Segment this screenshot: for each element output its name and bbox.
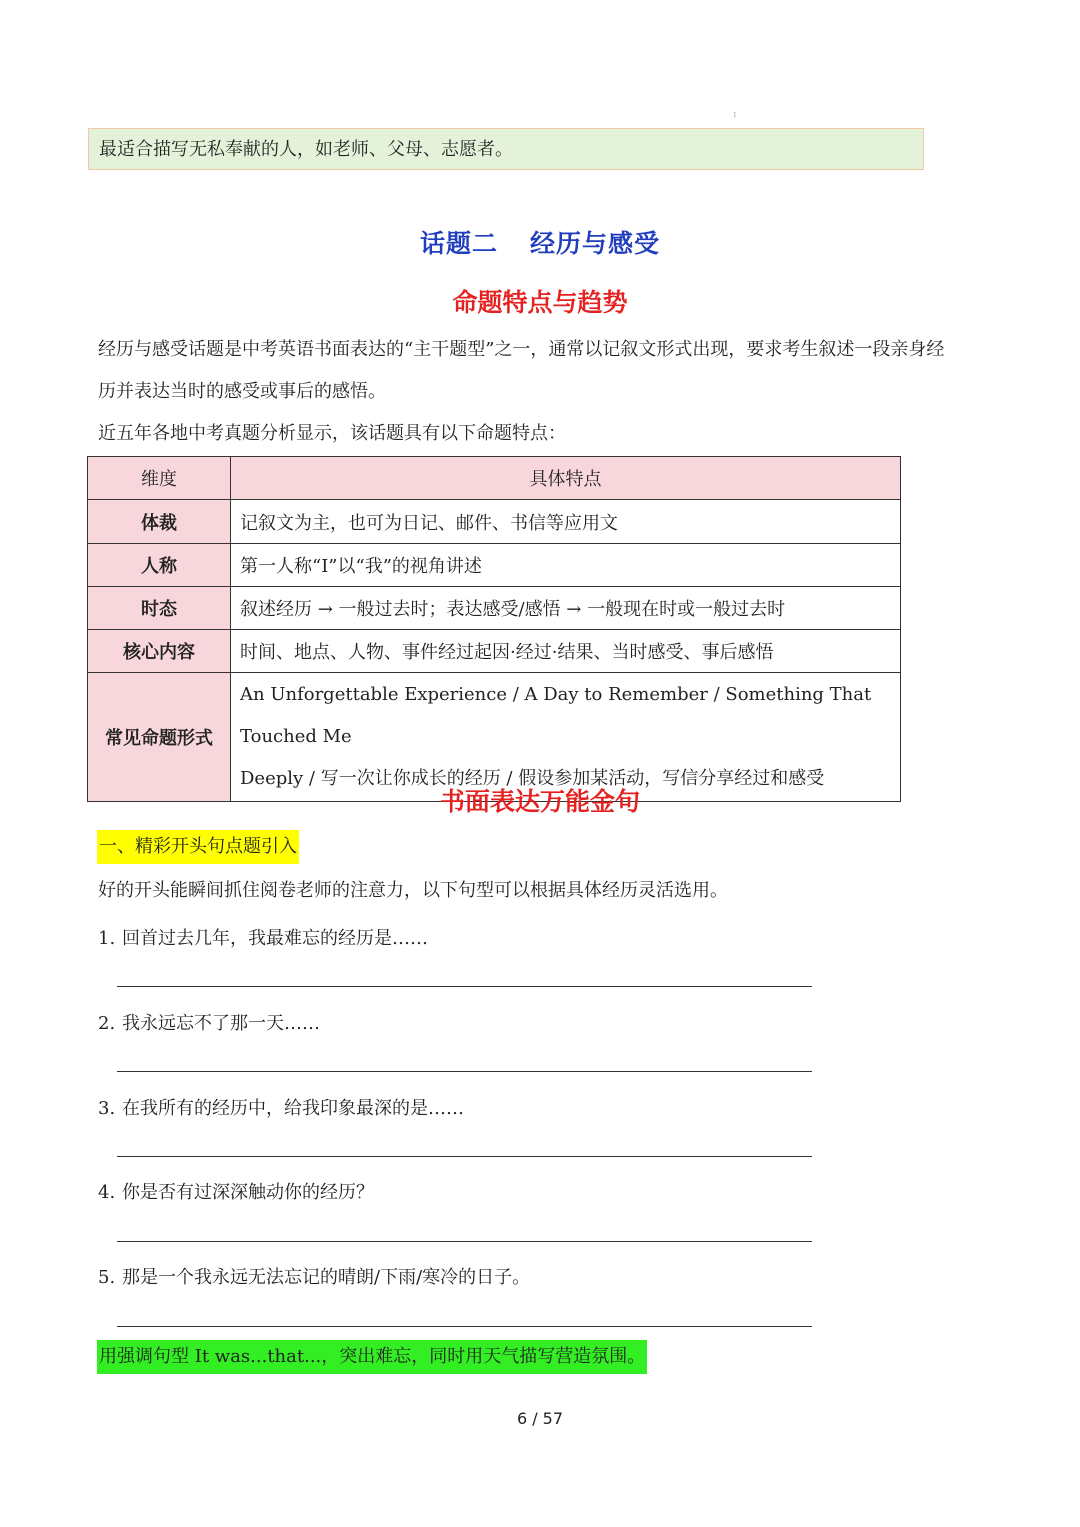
table-row	[88, 544, 901, 587]
answer-blank-line[interactable]	[117, 1326, 812, 1327]
item-number: 1.	[98, 928, 116, 949]
item-text: 回首过去几年，我最难忘的经历是……	[122, 928, 428, 949]
row-value-line-1: An Unforgettable Experience / A Day to Remember / Something That Touched Me	[240, 684, 872, 747]
intro-line-1: 经历与感受话题是中考英语书面表达的“主干题型”之一，通常以记叙文形式出现，要求考生叙述一段亲身经	[98, 339, 945, 360]
row-value: 第一人称“I”以“我”的视角讲述	[231, 544, 901, 587]
intro-line-2: 历并表达当时的感受或事后的感悟。	[98, 381, 386, 402]
page-number: 6 / 57	[516, 1409, 564, 1428]
topic-title	[0, 224, 1080, 260]
analysis-text: 近五年各地中考真题分析显示，该话题具有以下命题特点：	[98, 423, 566, 444]
item-text: 在我所有的经历中，给我印象最深的是……	[122, 1098, 464, 1119]
item-text: 你是否有过深深触动你的经历？	[122, 1182, 374, 1203]
answer-blank-line[interactable]	[117, 1071, 812, 1072]
sub-heading-opening: 一、精彩开头句点题引入	[97, 830, 299, 864]
item-number: 3.	[98, 1098, 116, 1119]
list-item	[98, 1178, 374, 1204]
table-row	[88, 630, 901, 673]
tip-box	[88, 128, 924, 170]
answer-blank-line[interactable]	[117, 1241, 812, 1242]
answer-blank-line[interactable]	[117, 1156, 812, 1157]
row-key: 核心内容	[88, 630, 231, 673]
item-number: 4.	[98, 1182, 116, 1203]
row-key: 时态	[88, 587, 231, 630]
topic-number: 话题二	[419, 229, 498, 258]
answer-blank-line[interactable]	[117, 986, 812, 987]
topic-name: 经历与感受	[530, 229, 661, 258]
item-text: 那是一个我永远无法忘记的晴朗/下雨/寒冷的日子。	[122, 1267, 531, 1288]
row-key: 体裁	[88, 500, 231, 544]
table-row	[88, 587, 901, 630]
row-value: 记叙文为主，也可为日记、邮件、书信等应用文	[231, 500, 901, 544]
item-number: 5.	[98, 1267, 116, 1288]
row-key: 人称	[88, 544, 231, 587]
header-features: 具体特点	[231, 457, 901, 500]
section-title-features: 命题特点与趋势	[452, 288, 628, 317]
tip-box-text: 最适合描写无私奉献的人，如老师、父母、志愿者。	[99, 139, 513, 160]
scan-mark: 1	[733, 112, 737, 119]
row-value: 叙述经历 → 一般过去时；表达感受/感悟 → 一般现在时或一般过去时	[231, 587, 901, 630]
table-row	[88, 500, 901, 544]
header-dimension: 维度	[88, 457, 231, 500]
item-number: 2.	[98, 1013, 116, 1034]
item-text: 我永远忘不了那一天……	[122, 1013, 320, 1034]
list-item	[98, 1094, 464, 1120]
list-item	[98, 924, 428, 950]
list-item	[98, 1009, 320, 1035]
list-item	[98, 1263, 530, 1289]
row-value-line-2: Deeply / 写一次让你成长的经历 / 假设参加某活动，写信分享经过和感受	[240, 768, 825, 789]
row-key: 常见命题形式	[88, 673, 231, 802]
row-value: 时间、地点、人物、事件经过起因·经过·结果、当时感受、事后感悟	[231, 630, 901, 673]
emphasis-tip: 用强调句型 It was...that...，突出难忘，同时用天气描写营造氛围。	[97, 1340, 647, 1374]
section-title-golden-sentences: 书面表达万能金句	[439, 787, 640, 816]
opening-intro: 好的开头能瞬间抓住阅卷老师的注意力，以下句型可以根据具体经历灵活选用。	[98, 880, 728, 901]
features-table	[87, 456, 901, 802]
table-header-row	[88, 457, 901, 500]
